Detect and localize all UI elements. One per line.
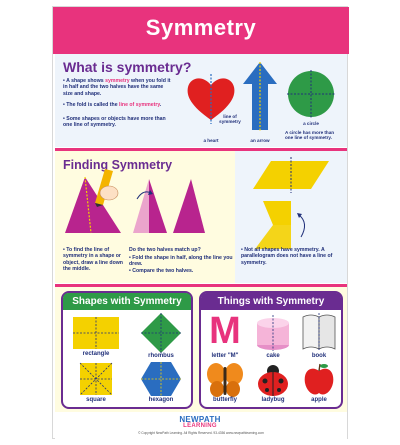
cake-label: cake — [266, 353, 280, 359]
bullet-2: • The fold is called the line of symmetry. — [63, 102, 162, 108]
square-icon — [80, 363, 112, 395]
apple-label: apple — [311, 397, 327, 403]
shapes-with-symmetry-box — [61, 291, 193, 409]
publisher-logo: NEWPATH LEARNING — [179, 415, 221, 429]
ladybug-label: ladybug — [261, 397, 285, 403]
line-of-symmetry-label: line of symmetry — [219, 114, 241, 125]
parallelogram-note: • Not all shapes have symmetry. A parallelogram does not have a line of symmetry. — [241, 247, 333, 266]
apple-icon — [303, 363, 335, 397]
rhombus-label: rhombus — [148, 353, 174, 359]
hexagon-icon — [141, 362, 181, 396]
folded-parallelogram-icon — [253, 197, 333, 251]
things-with-symmetry-box — [199, 291, 343, 409]
rectangle-label: rectangle — [82, 351, 110, 357]
box-heading: Shapes with Symmetry — [63, 293, 191, 310]
folded-triangle-icon — [129, 177, 169, 235]
box-heading: Things with Symmetry — [201, 293, 341, 310]
step-2-title: Do the two halves match up? — [129, 247, 201, 253]
title-band — [53, 7, 349, 54]
bullet-3: • Some shapes or objects have more than one line of symmetry. — [63, 116, 166, 129]
pencil-hand-icon — [93, 167, 119, 207]
circle-note: A circle has more than one line of symmetry. — [285, 130, 335, 141]
step-2-b: • Compare the two halves. — [129, 268, 194, 274]
step-2-a: • Fold the shape in half, along the line you drew. — [129, 255, 233, 268]
butterfly-label: butterfly — [213, 397, 237, 403]
square-label: square — [86, 397, 106, 403]
section-what-is-symmetry — [55, 54, 347, 147]
hexagon-label: hexagon — [148, 397, 174, 403]
arrow-icon — [243, 62, 277, 130]
section-finding-symmetry — [55, 151, 347, 283]
ladybug-icon — [256, 363, 290, 397]
circle-icon — [287, 70, 335, 118]
circle-label: a circle — [303, 121, 319, 126]
book-icon — [301, 313, 337, 351]
copyright-text: © Copyright NewPath Learning. All Rights Reserved. 93-4356 www.newpathlearning.com — [138, 431, 264, 435]
butterfly-icon — [207, 363, 243, 397]
section-heading: What is symmetry? — [63, 59, 192, 75]
footer — [55, 414, 347, 439]
letter-m-icon: M — [209, 310, 241, 352]
rectangle-icon — [73, 317, 119, 349]
arrow-label: an arrow — [250, 138, 270, 143]
section-heading: Finding Symmetry — [63, 158, 173, 172]
page-title: Symmetry — [145, 15, 257, 40]
section-examples — [55, 287, 347, 412]
parallelogram-icon — [253, 157, 333, 193]
book-label: book — [311, 353, 327, 359]
half-triangle-icon — [171, 177, 211, 235]
heart-label: a heart — [203, 138, 219, 143]
step-1-text: • To find the line of symmetry in a shape or object, draw a line down the middle. — [63, 247, 123, 273]
letter-m-label: letter "M" — [211, 353, 239, 359]
poster — [52, 6, 348, 439]
bullet-1: • A shape shows symmetry when you fold it in half and the two halves have the same size and shape. — [63, 78, 171, 97]
rhombus-icon — [141, 313, 181, 353]
cake-icon — [255, 315, 291, 351]
